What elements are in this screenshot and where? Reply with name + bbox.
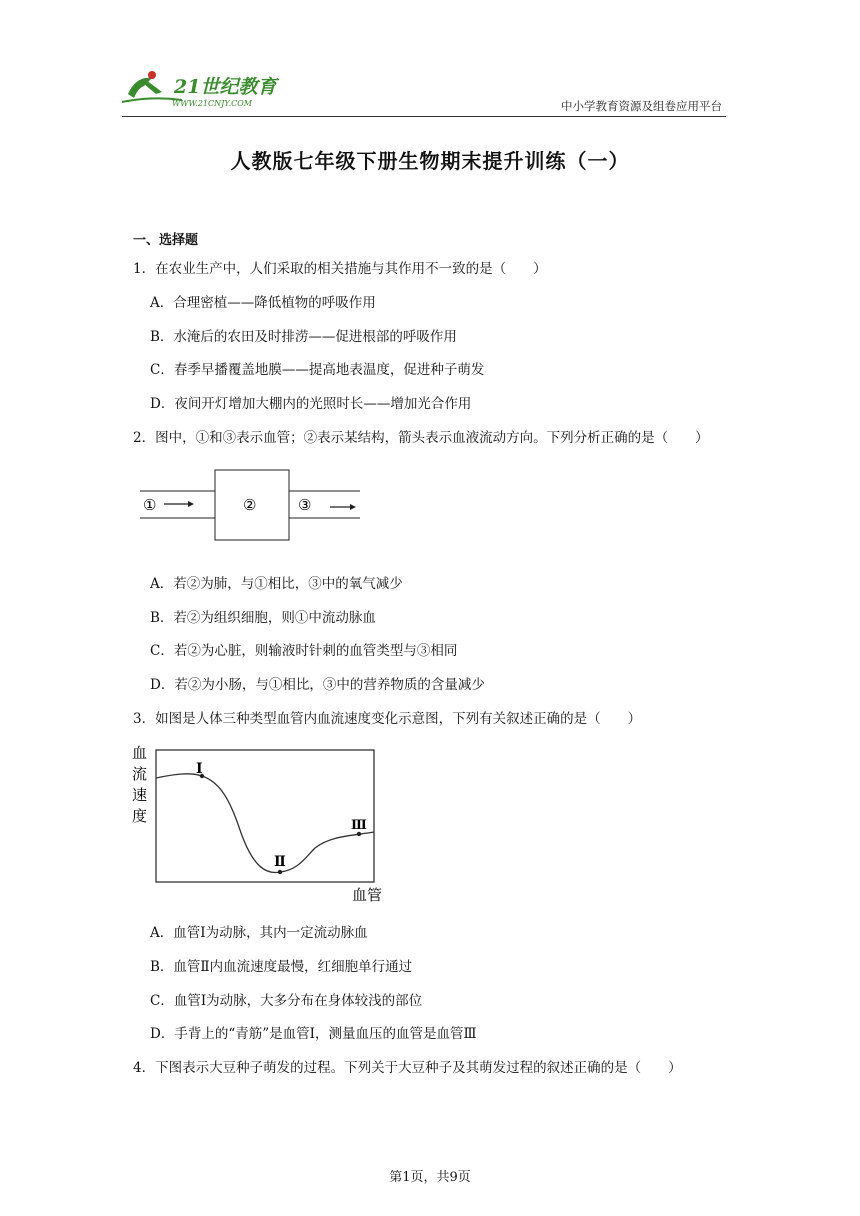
y-label-char-4: 度 bbox=[132, 807, 148, 825]
point-marker-2 bbox=[278, 870, 282, 874]
question-4-stem: 4．下图表示大豆种子萌发的过程。下列关于大豆种子及其萌发过程的叙述正确的是（ ） bbox=[133, 1060, 682, 1076]
logo-url: WWW.21CNJY.COM bbox=[172, 99, 252, 108]
flow-arrow-icon bbox=[330, 504, 356, 510]
page-number: 第1页，共9页 bbox=[389, 1170, 471, 1185]
point-label-1: Ⅰ bbox=[196, 761, 203, 777]
question-1-option-a: A．合理密植——降低植物的呼吸作用 bbox=[150, 295, 376, 311]
point-label-3: Ⅲ bbox=[351, 818, 367, 833]
structure-label-2: ② bbox=[243, 496, 257, 514]
vessel-label-3: ③ bbox=[298, 496, 312, 514]
question-1-option-d: D．夜间开灯增加大棚内的光照时长——增加光合作用 bbox=[150, 396, 472, 412]
chart-frame bbox=[156, 750, 374, 882]
question-2-option-d: D．若②为小肠，与①相比，③中的营养物质的含量减少 bbox=[150, 677, 485, 693]
question-3-option-a: A．血管Ⅰ为动脉，其内一定流动脉血 bbox=[150, 925, 368, 941]
page-title: 人教版七年级下册生物期末提升训练（一） bbox=[230, 149, 630, 173]
y-label-char-1: 血 bbox=[132, 744, 148, 762]
flow-arrow-icon bbox=[164, 501, 194, 507]
platform-name: 中小学教育资源及组卷应用平台 bbox=[561, 99, 722, 113]
question-2-option-c: C．若②为心脏，则输液时针刺的血管类型与③相同 bbox=[150, 643, 458, 659]
x-label: 血管 bbox=[352, 886, 383, 904]
flow-speed-curve bbox=[156, 774, 374, 873]
point-label-2: Ⅱ bbox=[274, 854, 286, 870]
vessel-label-1: ① bbox=[143, 496, 157, 514]
question-1-stem: 1．在农业生产中，人们采取的相关措施与其作用不一致的是（ ） bbox=[133, 261, 547, 277]
question-3-stem: 3．如图是人体三种类型血管内血流速度变化示意图，下列有关叙述正确的是（ ） bbox=[133, 711, 642, 727]
question-2-stem: 2．图中，①和③表示血管；②表示某结构，箭头表示血液流动方向。下列分析正确的是（ ） bbox=[133, 430, 709, 446]
y-label-char-3: 速 bbox=[132, 786, 148, 804]
section-heading: 一、选择题 bbox=[133, 233, 199, 248]
y-label-char-2: 流 bbox=[132, 765, 148, 783]
question-3-option-d: D．手背上的“青筋”是血管Ⅰ，测量血压的血管是血管Ⅲ bbox=[150, 1026, 477, 1042]
question-2-option-a: A．若②为肺，与①相比，③中的氧气减少 bbox=[150, 576, 403, 592]
page-header bbox=[122, 60, 726, 117]
logo-text: 21世纪教育 bbox=[174, 76, 277, 98]
logo bbox=[122, 66, 297, 110]
question-3-option-b: B．血管Ⅱ内血流速度最慢，红细胞单行通过 bbox=[150, 959, 413, 975]
question-1-option-b: B．水淹后的农田及时排涝——促进根部的呼吸作用 bbox=[150, 329, 457, 345]
blood-flow-chart bbox=[130, 740, 390, 905]
vessel-diagram bbox=[140, 466, 365, 542]
question-3-option-c: C．血管Ⅰ为动脉，大多分布在身体较浅的部位 bbox=[150, 993, 423, 1009]
question-1-option-c: C．春季早播覆盖地膜——提高地表温度，促进种子萌发 bbox=[150, 362, 485, 378]
question-2-option-b: B．若②为组织细胞，则①中流动脉血 bbox=[150, 610, 376, 626]
